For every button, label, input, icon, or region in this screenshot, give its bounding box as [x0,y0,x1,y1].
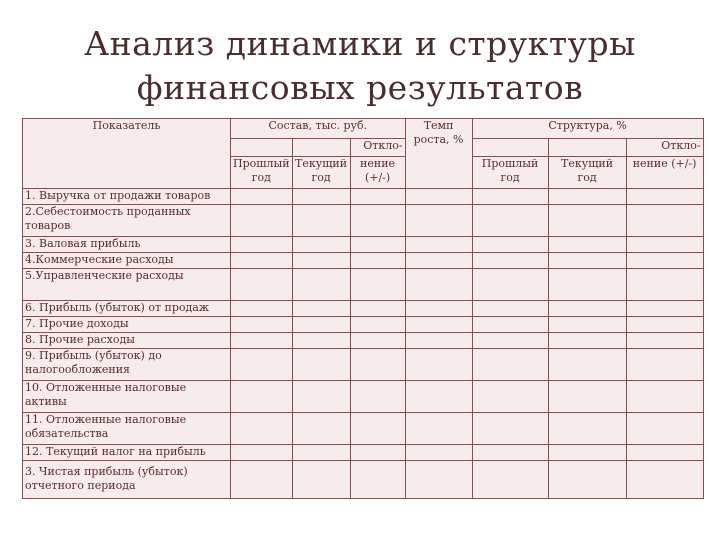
table-row: 6. Прибыль (убыток) от продаж [23,301,231,317]
header-deviation-top: Откло- [350,139,405,157]
header-prev-year: Прошлый год [472,157,548,189]
header-blank [472,139,548,157]
header-growth-rate: Темп роста, % [405,119,472,189]
table-row: 3. Чистая прибыль (убыток) отчетного периода [23,461,231,499]
table-row: 5.Управленческие расходы [23,269,231,301]
header-indicator: Показатель [23,119,231,189]
header-curr-year: Текущий год [548,157,626,189]
header-prev-year: Прошлый год [231,157,293,189]
financial-results-table [22,118,704,499]
page-title [0,22,720,110]
header-blank [548,139,626,157]
table-row: 7. Прочие доходы [23,317,231,333]
table-row: 2.Себестоимость проданных товаров [23,205,231,237]
table-row: 4.Коммерческие расходы [23,253,231,269]
header-composition: Состав, тыс. руб. [231,119,406,139]
title-line-1: Анализ динамики и структуры [84,24,636,63]
header-blank [231,139,293,157]
table-row: 1. Выручка от продажи товаров [23,189,231,205]
table-row: 12. Текущий налог на прибыль [23,445,231,461]
title-line-2: финансовых результатов [136,68,584,107]
header-structure: Структура, % [472,119,703,139]
header-deviation-top: Откло- [626,139,703,157]
header-deviation-bottom: нение (+/-) [626,157,703,189]
header-deviation-bottom: нение (+/-) [350,157,405,189]
table-row: 11. Отложенные налоговые обязательства [23,413,231,445]
table-row: 10. Отложенные налоговые активы [23,381,231,413]
table-row: 3. Валовая прибыль [23,237,231,253]
header-curr-year: Текущий год [292,157,350,189]
header-blank [292,139,350,157]
table-row: 8. Прочие расходы [23,333,231,349]
table-row: 9. Прибыль (убыток) до налогообложения [23,349,231,381]
